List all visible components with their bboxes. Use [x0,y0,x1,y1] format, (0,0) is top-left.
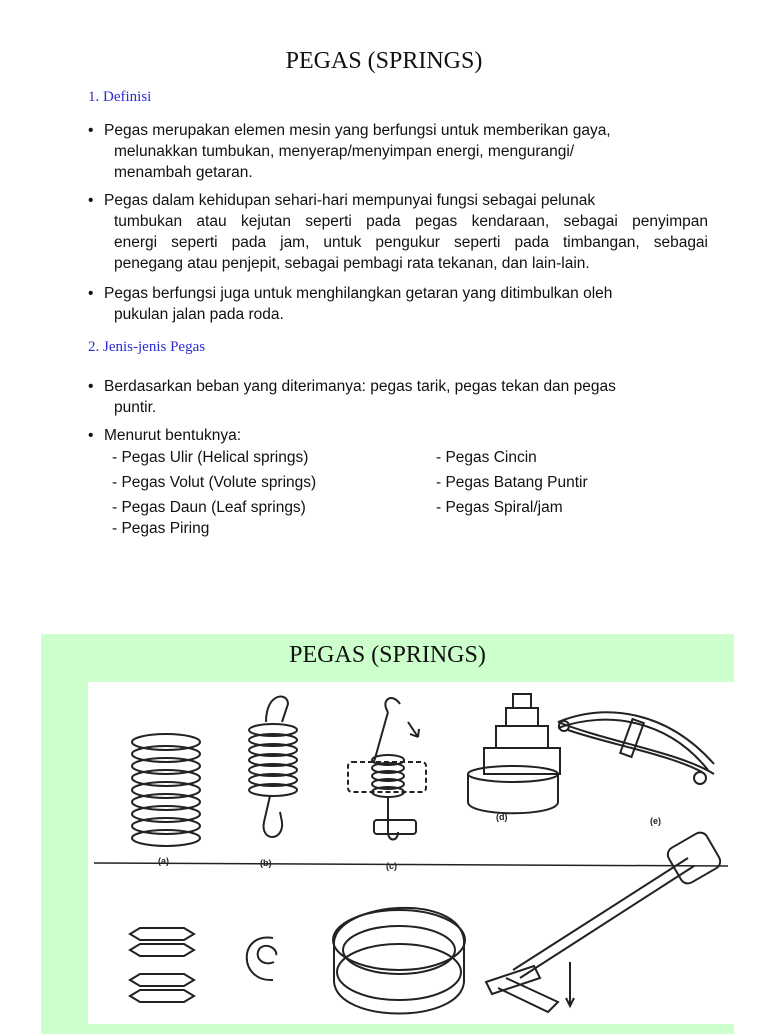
bullet-line: Berdasarkan beban yang diterimanya: pegas tarik, pegas tekan dan pegas [104,378,616,395]
torsion-bar-icon [486,830,723,1012]
slide-title: PEGAS (SPRINGS) [285,48,483,74]
caption-e: (e) [650,816,661,826]
spring-types-list-right [436,445,588,520]
bullet-types-shape [88,425,708,446]
bullet-line: puntir. [114,399,157,416]
bullet-dot: • [88,378,94,395]
bullet-dot: • [88,285,94,302]
bullet-line: menambah getaran. [114,164,253,181]
slide-2 [41,634,734,1034]
caption-c: (c) [386,861,397,871]
list-item: - Pegas Piring [112,520,210,537]
ring-spring-icon [333,908,465,1014]
bullet-types-load [88,376,708,418]
bullet-definition-1 [88,120,708,183]
caption-d: (d) [496,812,508,822]
split-ring-icon [247,937,277,980]
extension-spring-icon [249,697,297,837]
helical-spring-icon [132,734,200,846]
bullet-definition-3 [88,283,708,325]
list-item: - Pegas Batang Puntir [436,474,588,491]
disc-spring-icon [130,928,194,1002]
list-item: - Pegas Spiral/jam [436,499,563,516]
list-item: - Pegas Cincin [436,449,537,466]
springs-drawing [88,682,734,1024]
bullet-line: Pegas dalam kehidupan sehari-hari mempunyai fungsi sebagai pelunak [104,192,596,209]
bullet-line: melunakkan tumbukan, menyerap/menyimpan energi, mengurangi/ [114,143,575,160]
bullet-dot: • [88,122,94,139]
list-item: - Pegas Daun (Leaf springs) [112,499,306,516]
bullet-line: Pegas merupakan elemen mesin yang berfungsi untuk memberikan gaya, [104,122,611,139]
list-item: - Pegas Ulir (Helical springs) [112,449,309,466]
bullet-definition-2 [88,190,708,274]
volute-spring-icon [468,694,560,813]
springs-illustration [88,682,734,1024]
leaf-spring-icon [558,712,714,784]
bullet-line: Menurut bentuknya: [104,427,242,444]
caption-b: (b) [260,858,272,868]
slide-title: PEGAS (SPRINGS) [289,642,486,668]
section-heading-definisi: 1. Definisi [88,89,152,105]
bullet-line: pukulan jalan pada roda. [114,306,284,323]
list-item: - Pegas Volut (Volute springs) [112,474,317,491]
section-heading-jenis: 2. Jenis-jenis Pegas [88,339,206,355]
bullet-line: penegang atau penjepit, sebagai pembagi rata tekanan, dan lain-lain. [114,255,590,272]
torsion-spring-icon [348,698,426,839]
spring-types-list-left [112,445,316,541]
bullet-line: tumbukan atau kejutan seperti pada pegas kendaraan, sebagai penyimpan [114,213,708,230]
bullet-dot: • [88,192,94,209]
bullet-dot: • [88,427,94,444]
bullet-line: Pegas berfungsi juga untuk menghilangkan getaran yang ditimbulkan oleh [104,285,613,302]
caption-a: (a) [158,856,169,866]
bullet-line: energi seperti pada jam, untuk pengukur seperti pada timbangan, sebagai [114,234,708,251]
